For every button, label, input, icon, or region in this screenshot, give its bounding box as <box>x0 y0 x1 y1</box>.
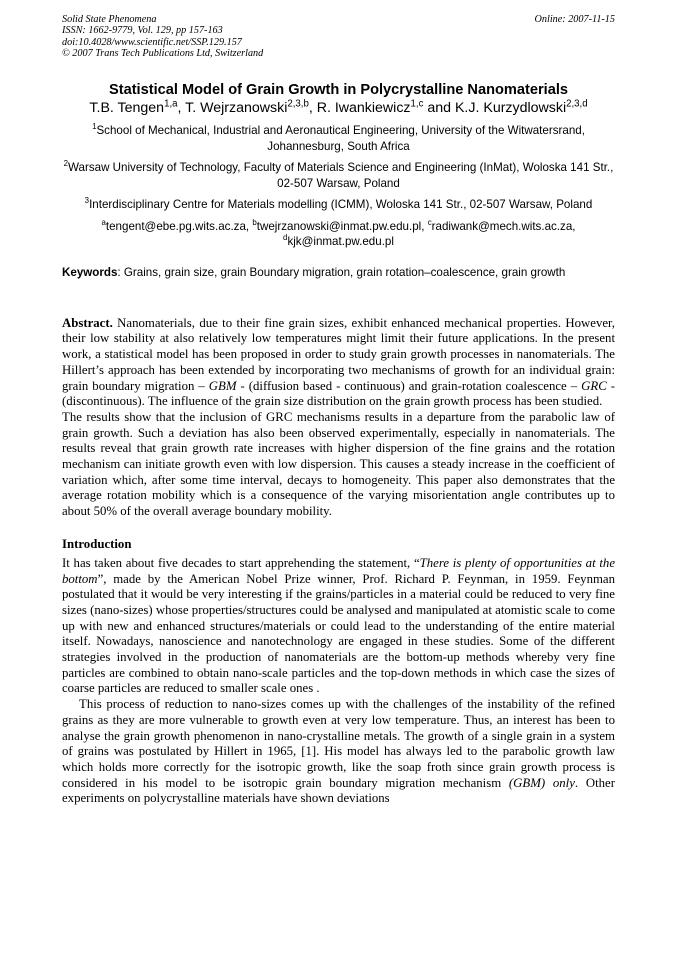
affiliation-2 <box>62 160 615 191</box>
issn-line: ISSN: 1662-9779, Vol. 129, pp 157-163 <box>62 25 223 37</box>
email-address[interactable]: twejrzanowski@inmat.pw.edu.pl <box>256 219 422 233</box>
author-name: T. Wejrzanowski <box>185 100 288 117</box>
affiliation-text: Interdisciplinary Centre for Materials modelling (ICMM), Woloska 141 Str., 02-507 Warsaw, Poland <box>89 198 593 212</box>
email-mark: d <box>283 233 288 243</box>
abstract-label: Abstract. <box>62 315 113 330</box>
author-affiliation-mark: 1,a <box>164 98 178 110</box>
copyright-line: © 2007 Trans Tech Publications Ltd, Switzerland <box>62 47 264 59</box>
abstract-text: - (discontinuous). The influence of the grain size distribution on the grain growth process has been studied. <box>62 378 616 409</box>
email-mark: b <box>252 217 257 227</box>
author-separator: , <box>308 100 317 117</box>
author-list <box>62 99 615 117</box>
affiliation-3 <box>62 197 615 213</box>
doi-line: doi:10.4028/www.scientific.net/SSP.129.157 <box>62 36 242 48</box>
abstract-text: - (diffusion based - continuous) and grain-rotation coalescence – <box>236 378 582 393</box>
affiliation-text: School of Mechanical, Industrial and Aeronautical Engineering, University of the Witwatersrand, Johannesburg, South Africa <box>96 124 585 153</box>
author-affiliation-mark: 2,3,b <box>287 98 309 110</box>
journal-name: Solid State Phenomena <box>62 14 157 25</box>
abstract-paragraph: The results show that the inclusion of GRC mechanisms results in a departure from the parabolic law of grain growth. Such a deviation has also been observed experimentally, especially in nanomaterials. The results reveal that grain growth rate increases with higher dispersion of the fine grains and the rotation mechanism can initiate growth even with low dispersion. This causes a steady increase in the coefficient of variation which, after some time interval, decays to homogeneity. This paper also demonstrates that the average rotation mobility which is a consequence of the varying misorientation angle contributes up to about 50% of the overall average boundary mobility. <box>62 409 615 519</box>
body-text: It has taken about five decades to start apprehending the statement, “ <box>62 555 420 570</box>
author-name: T.B. Tengen <box>89 100 165 117</box>
body-paragraph <box>62 697 615 807</box>
email-address[interactable]: radiwank@mech.wits.ac.za <box>431 219 573 233</box>
abstract-paragraph <box>62 316 615 410</box>
body-paragraph <box>62 556 615 697</box>
author-separator: , <box>177 100 186 117</box>
affiliation-mark: 1 <box>92 122 97 132</box>
body-text: . Other experiments on polycrystalline materials have shown deviations <box>62 775 615 806</box>
affiliation-mark: 2 <box>63 159 68 169</box>
keywords-text: : Grains, grain size, grain Boundary migration, grain rotation–coalescence, grain growth <box>117 265 566 279</box>
keywords-label: Keywords <box>62 265 118 279</box>
affiliation-mark: 3 <box>84 196 90 206</box>
email-mark: c <box>427 217 432 227</box>
running-header <box>62 14 615 59</box>
author-name: K.J. Kurzydlowski <box>454 100 567 117</box>
author-affiliation-mark: 1,c <box>410 98 424 110</box>
abstract-text: Nanomaterials, due to their fine grain sizes, exhibit enhanced mechanical properties. However, their low stability at also relatively low temperatures might limit their future applications. In the present work, a statistical model has been proposed in order to study grain growth processes in nanomaterials. The Hillert’s approach has been extended by incorporating two mechanisms of growth for an individual grain: grain boundary migration – <box>62 315 615 393</box>
online-date: Online: 2007-11-15 <box>534 14 615 25</box>
email-address[interactable]: kjk@inmat.pw.edu.pl <box>287 235 394 249</box>
body-emphasis: (GBM) only <box>508 775 575 790</box>
email-mark: a <box>101 217 106 227</box>
affiliation-1 <box>62 123 615 154</box>
affiliation-text: Warsaw University of Technology, Faculty of Materials Science and Engineering (InMat), Woloska 141 Str., 02-507 Warsaw, Poland <box>68 161 614 190</box>
paper-title: Statistical Model of Grain Growth in Polycrystalline Nanomaterials <box>108 82 568 99</box>
author-separator: and <box>423 100 455 117</box>
feynman-quote: There is plenty of opportunities at the bottom <box>62 555 615 586</box>
section-heading: Introduction <box>62 536 132 551</box>
keywords <box>62 266 615 279</box>
author-emails: $^a$tengent@ebe.pg.wits.ac.za, $^b$twejrzanowski@inmat.pw.edu.pl, $^c$radiwank@mech.wits.ac.za, $^d$kjk@inmat.pw.edu.pl <box>101 217 576 249</box>
abstract-term-grc: GRC <box>581 378 607 393</box>
introduction-body <box>62 556 615 807</box>
body-text: This process of reduction to nano-sizes comes up with the challenges of the instability of the refined grains as they are more vulnerable to growth even at very low temperature. Thus, an interest has been to analyse the grain growth phenomenon in nano-crystalline metals. The growth of a single grain in a system of grains was postulated by Hillert in 1965, [1]. His model has always led to the parabolic growth law which holds more correctly for the isotropic growth, like the soap froth since grain growth process is considered in his model to be isotropic grain boundary migration mechanism <box>62 697 615 790</box>
author-name: R. Iwankiewicz <box>316 100 411 117</box>
body-text: ”, made by the American Nobel Prize winner, Prof. Richard P. Feynman, in 1959. Feynman postulated that it would be very interesting if the grains/particles in a material could be reduced to very fine sizes (nano-sizes) whose properties/structures could be analysed and manipulated at atomistic scale to come up with new and enhanced structures/materials or could lead to the understanding of the entire material itself. Nowadays, nanoscience and nanotechnology are engaged in these studies. Some of the different strategies involved in the production of nanomaterials are the bottom-up methods whereby very fine particles are combined to obtain nano-scale particles and the top-down methods in which case the sizes of coarse particles are reduced to smaller scale ones . <box>62 571 615 696</box>
paper-page <box>62 14 615 807</box>
email-address[interactable]: tengent@ebe.pg.wits.ac.za <box>105 219 246 233</box>
abstract <box>62 316 615 520</box>
author-affiliation-mark: 2,3,d <box>566 98 588 110</box>
abstract-term-gbm: GBM <box>208 378 237 393</box>
